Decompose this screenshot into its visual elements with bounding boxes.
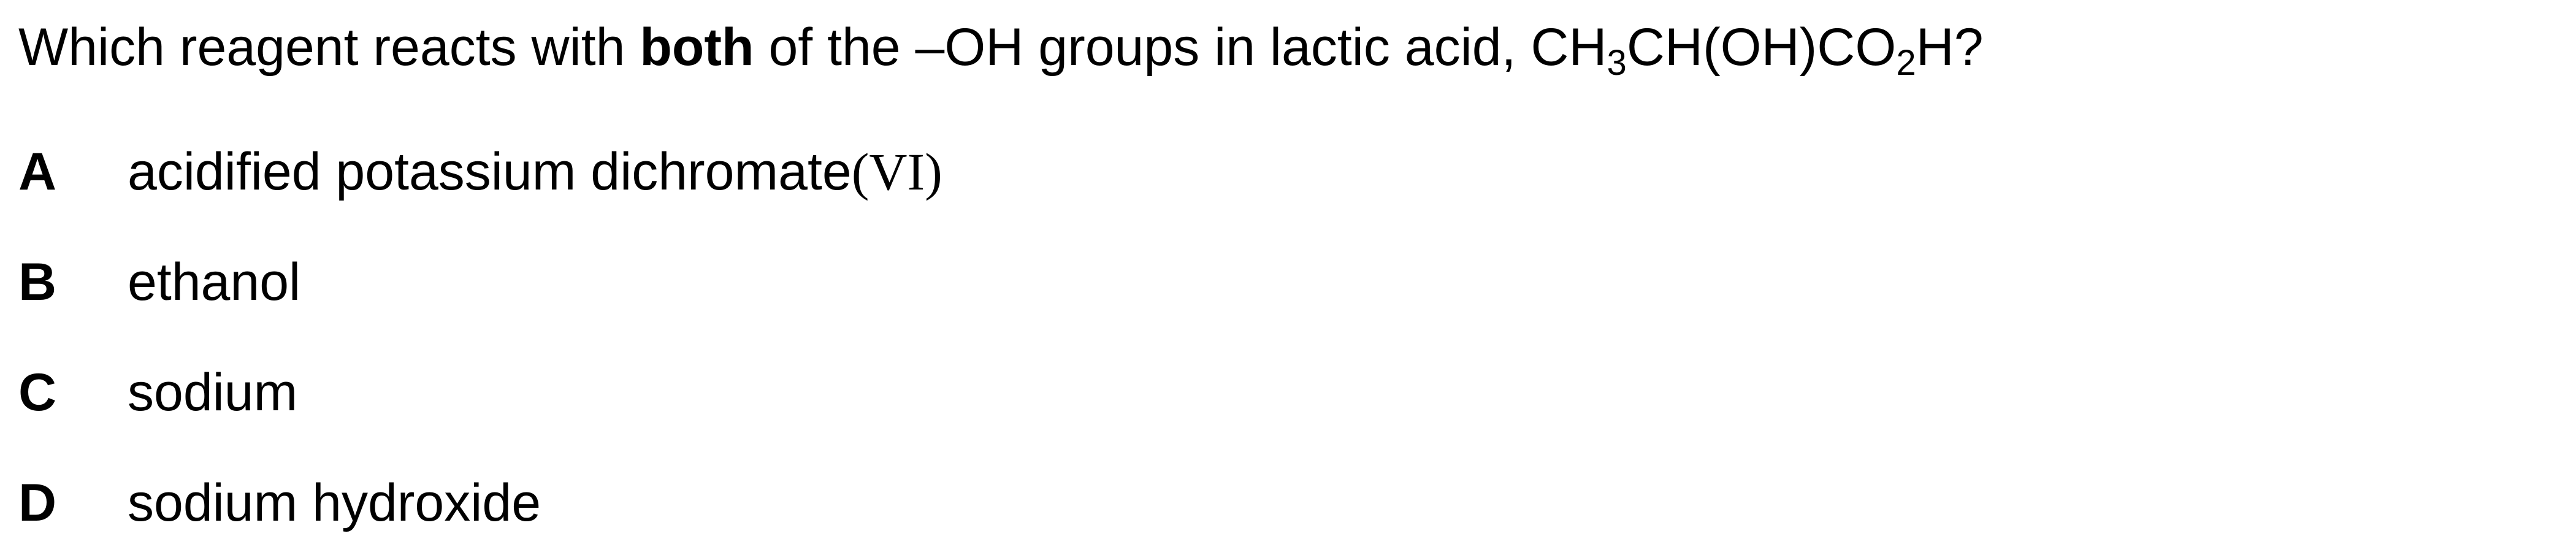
formula-part-2: CH(OH)CO [1626,18,1897,77]
lactic-acid-formula [1531,18,1954,83]
option-letter: B [18,253,57,312]
option-text: ethanol [128,253,301,312]
formula-part-1: CH [1531,18,1607,77]
option-letter: A [18,142,57,201]
option-a-label: acidified potassium dichromate [128,142,852,201]
option-text [128,135,942,209]
question-intro: Which reagent reacts with [18,18,640,77]
question-middle: of the –OH groups in lactic acid, [754,18,1531,77]
option-text: sodium hydroxide [128,473,541,532]
option-text: sodium [128,363,298,422]
option-letter: C [18,363,57,422]
oxidation-state: (VI) [851,142,942,201]
option-letter: D [18,473,57,532]
formula-subscript-2: 2 [1896,43,1916,83]
formula-subscript-1: 3 [1607,43,1627,83]
question-emphasis: both [640,18,754,77]
formula-part-3: H [1916,18,1954,77]
question-text [18,13,1984,81]
question-end: ? [1954,18,1984,77]
